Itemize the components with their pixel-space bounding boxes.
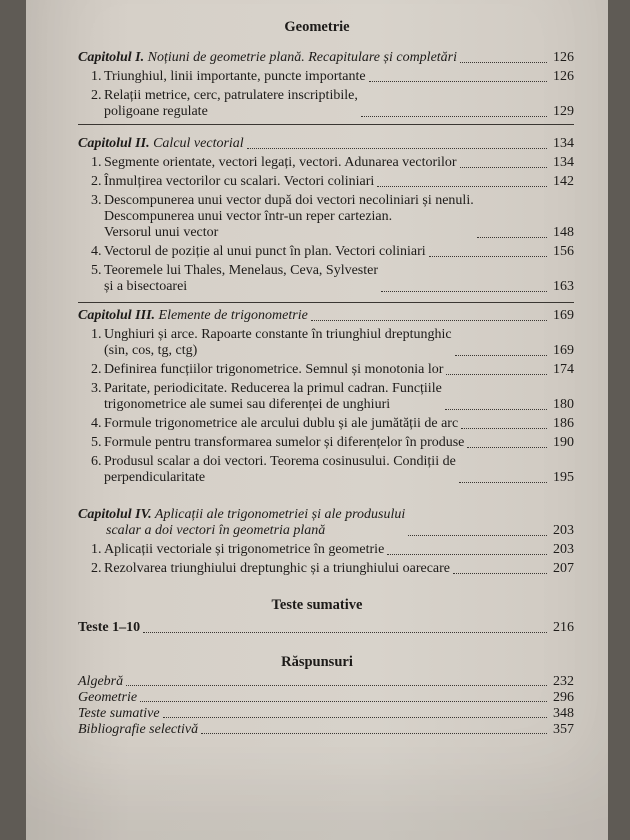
leader-dots (311, 320, 547, 321)
toc-entry: 6. Produsul scalar a doi vectori. Teorema cosinusului. Condiții de perpendicularitate 195 (91, 454, 574, 485)
entry-title: Relații metrice, cerc, patrulatere inscriptibile, (104, 88, 358, 103)
leader-dots (126, 685, 547, 686)
chapter-2-title: Calcul vectorial (153, 136, 244, 151)
entry-title: Geometrie (78, 690, 138, 705)
entry-page: 190 (553, 435, 574, 450)
chapter-4-entry (78, 507, 574, 539)
entry-title: Triunghiul, linii importante, puncte importante (104, 69, 366, 84)
leader-dots (381, 291, 547, 292)
entry-page: 126 (553, 69, 574, 84)
leader-dots (429, 256, 547, 257)
entry-title: Rezolvarea triunghiului dreptunghic și a triunghiului oarecare (104, 561, 450, 576)
chapter-2-entry (78, 136, 574, 152)
entry-title: Algebră (78, 674, 124, 689)
entry-page: 169 (553, 343, 574, 358)
toc-entry: 1. Unghiuri și arce. Rapoarte constante în triunghiul dreptunghic (sin, cos, tg, ctg) 169 (91, 327, 574, 358)
entry-page: 203 (553, 542, 574, 557)
chapter-4-block (78, 507, 574, 580)
entry-title-cont: Descompunerea unui vector într-un reper cartezian. (104, 209, 393, 224)
toc-entry: 1. Aplicații vectoriale și trigonometrice în geometrie 203 (91, 542, 574, 557)
toc-entry (78, 706, 574, 721)
entry-title: Produsul scalar a doi vectori. Teorema cosinusului. Condiții de (104, 454, 456, 469)
book-page (26, 0, 608, 840)
chapter-4-title: Aplicații ale trigonometriei și ale produsului (154, 507, 406, 522)
entry-page: 232 (553, 674, 574, 689)
toc-entry: 3. Paritate, periodicitate. Reducerea la primul cadran. Funcțiile trigonometrice ale sumei sau diferenței de unghiuri 180 (91, 381, 574, 412)
entry-title: Paritate, periodicitate. Reducerea la primul cadran. Funcțiile (104, 381, 442, 396)
section-heading-teste: Teste sumative (271, 597, 363, 613)
entry-title: Bibliografie selectivă (78, 722, 199, 737)
leader-dots (477, 237, 547, 238)
leader-dots (387, 554, 547, 555)
chapter-1-entry (78, 50, 574, 66)
leader-dots (453, 573, 547, 574)
entry-page: 148 (553, 225, 574, 240)
entry-page: 142 (553, 174, 574, 189)
leader-dots (201, 733, 547, 734)
entry-title-cont: trigonometrice ale sumei sau diferenței de unghiuri (104, 397, 391, 412)
entry-title-cont: Versorul unui vector (104, 225, 219, 240)
toc-entry: 2. Relații metrice, cerc, patrulatere inscriptibile, poligoane regulate 129 (91, 88, 574, 119)
chapter-1-label: Capitolul I. (78, 50, 145, 65)
toc-entry: 1. Triunghiul, linii importante, puncte importante 126 (91, 69, 574, 84)
entry-page: 357 (553, 722, 574, 737)
chapter-2-block (78, 136, 574, 298)
entry-page: 134 (553, 155, 574, 170)
entry-page: 156 (553, 244, 574, 259)
chapter-3-entry (78, 308, 574, 324)
entry-title: Unghiuri și arce. Rapoarte constante în triunghiul dreptunghic (104, 327, 452, 342)
leader-dots (460, 167, 547, 168)
entry-title: Înmulțirea vectorilor cu scalari. Vectori coliniari (104, 174, 375, 189)
leader-dots (247, 148, 547, 149)
entry-title: Vectorul de poziție al unui punct în plan. Vectori coliniari (104, 244, 426, 259)
entry-title-cont: perpendicularitate (104, 470, 206, 485)
entry-title-cont: (sin, cos, tg, ctg) (104, 343, 198, 358)
section-heading-raspunsuri: Răspunsuri (281, 654, 353, 670)
leader-dots (143, 632, 547, 633)
section-heading-geometrie: Geometrie (284, 19, 350, 35)
leader-dots (467, 447, 547, 448)
toc-entry (78, 690, 574, 705)
entry-title-cont: și a bisectoarei (104, 279, 188, 294)
entry-page: 195 (553, 470, 574, 485)
entry-title: Aplicații vectoriale și trigonometrice în geometrie (104, 542, 385, 557)
toc-entry: 2. Înmulțirea vectorilor cu scalari. Vectori coliniari 142 (91, 174, 574, 189)
chapter-4-title-cont: scalar a doi vectori în geometria plană (106, 523, 326, 538)
chapter-1-page: 126 (553, 50, 574, 65)
entry-page: 348 (553, 706, 574, 721)
entry-title: Teste sumative (78, 706, 160, 721)
chapter-2-label: Capitolul II. (78, 136, 150, 151)
chapter-4-page: 203 (553, 523, 574, 538)
toc-entry: 2. Definirea funcțiilor trigonometrice. Semnul și monotonia lor 174 (91, 362, 574, 377)
toc-entry: 1. Segmente orientate, vectori legați, vectori. Adunarea vectorilor 134 (91, 155, 574, 170)
raspunsuri-block (78, 674, 574, 738)
chapter-1-title: Noțiuni de geometrie plană. Recapitulare și completări (147, 50, 458, 65)
toc-entry: 4. Vectorul de poziție al unui punct în plan. Vectori coliniari 156 (91, 244, 574, 259)
toc-entry: 4. Formule trigonometrice ale arcului dublu și ale jumătății de arc 186 (91, 416, 574, 431)
separator-rule (78, 124, 574, 125)
leader-dots (369, 81, 547, 82)
entry-title: Segmente orientate, vectori legați, vectori. Adunarea vectorilor (104, 155, 457, 170)
entry-title: Formule trigonometrice ale arcului dublu și ale jumătății de arc (104, 416, 459, 431)
entry-title: Teste 1–10 (78, 620, 141, 635)
entry-page: 180 (553, 397, 574, 412)
chapter-4-label: Capitolul IV. (78, 507, 152, 522)
leader-dots (163, 717, 547, 718)
entry-page: 186 (553, 416, 574, 431)
entry-title: Definirea funcțiilor trigonometrice. Semnul și monotonia lor (104, 362, 444, 377)
entry-page: 174 (553, 362, 574, 377)
teste-block (78, 620, 574, 639)
entry-title: Teoremele lui Thales, Menelaus, Ceva, Sylvester (104, 263, 379, 278)
entry-title: Descompunerea unui vector după doi vectori necoliniari și nenuli. (104, 193, 474, 208)
chapter-3-title: Elemente de trigonometrie (158, 308, 308, 323)
chapter-1-block (78, 50, 574, 123)
leader-dots (361, 116, 547, 117)
toc-entry: 5. Teoremele lui Thales, Menelaus, Ceva, Sylvester și a bisectoarei 163 (91, 263, 574, 294)
toc-entry: 5. Formule pentru transformarea sumelor și diferențelor în produse 190 (91, 435, 574, 450)
leader-dots (455, 355, 547, 356)
toc-entry (78, 722, 574, 737)
toc-entry (78, 674, 574, 689)
entry-page: 207 (553, 561, 574, 576)
separator-rule (78, 302, 574, 303)
teste-entry (78, 620, 574, 636)
leader-dots (446, 374, 547, 375)
leader-dots (460, 62, 547, 63)
entry-page: 129 (553, 104, 574, 119)
leader-dots (377, 186, 547, 187)
toc-entry: 3. Descompunerea unui vector după doi vectori necoliniari și nenuli. Descompunerea unui vector într-un reper cartezian. Versorul unui vector 148 (91, 193, 574, 240)
toc-entry: 2. Rezolvarea triunghiului dreptunghic și a triunghiului oarecare 207 (91, 561, 574, 576)
chapter-2-page: 134 (553, 136, 574, 151)
entry-title: Formule pentru transformarea sumelor și diferențelor în produse (104, 435, 465, 450)
leader-dots (445, 409, 547, 410)
entry-title-cont: poligoane regulate (104, 104, 208, 119)
entry-page: 296 (553, 690, 574, 705)
chapter-3-block (78, 308, 574, 489)
leader-dots (140, 701, 547, 702)
chapter-3-label: Capitolul III. (78, 308, 156, 323)
chapter-3-page: 169 (553, 308, 574, 323)
leader-dots (408, 535, 547, 536)
entry-page: 163 (553, 279, 574, 294)
entry-page: 216 (553, 620, 574, 635)
leader-dots (461, 428, 547, 429)
leader-dots (459, 482, 547, 483)
